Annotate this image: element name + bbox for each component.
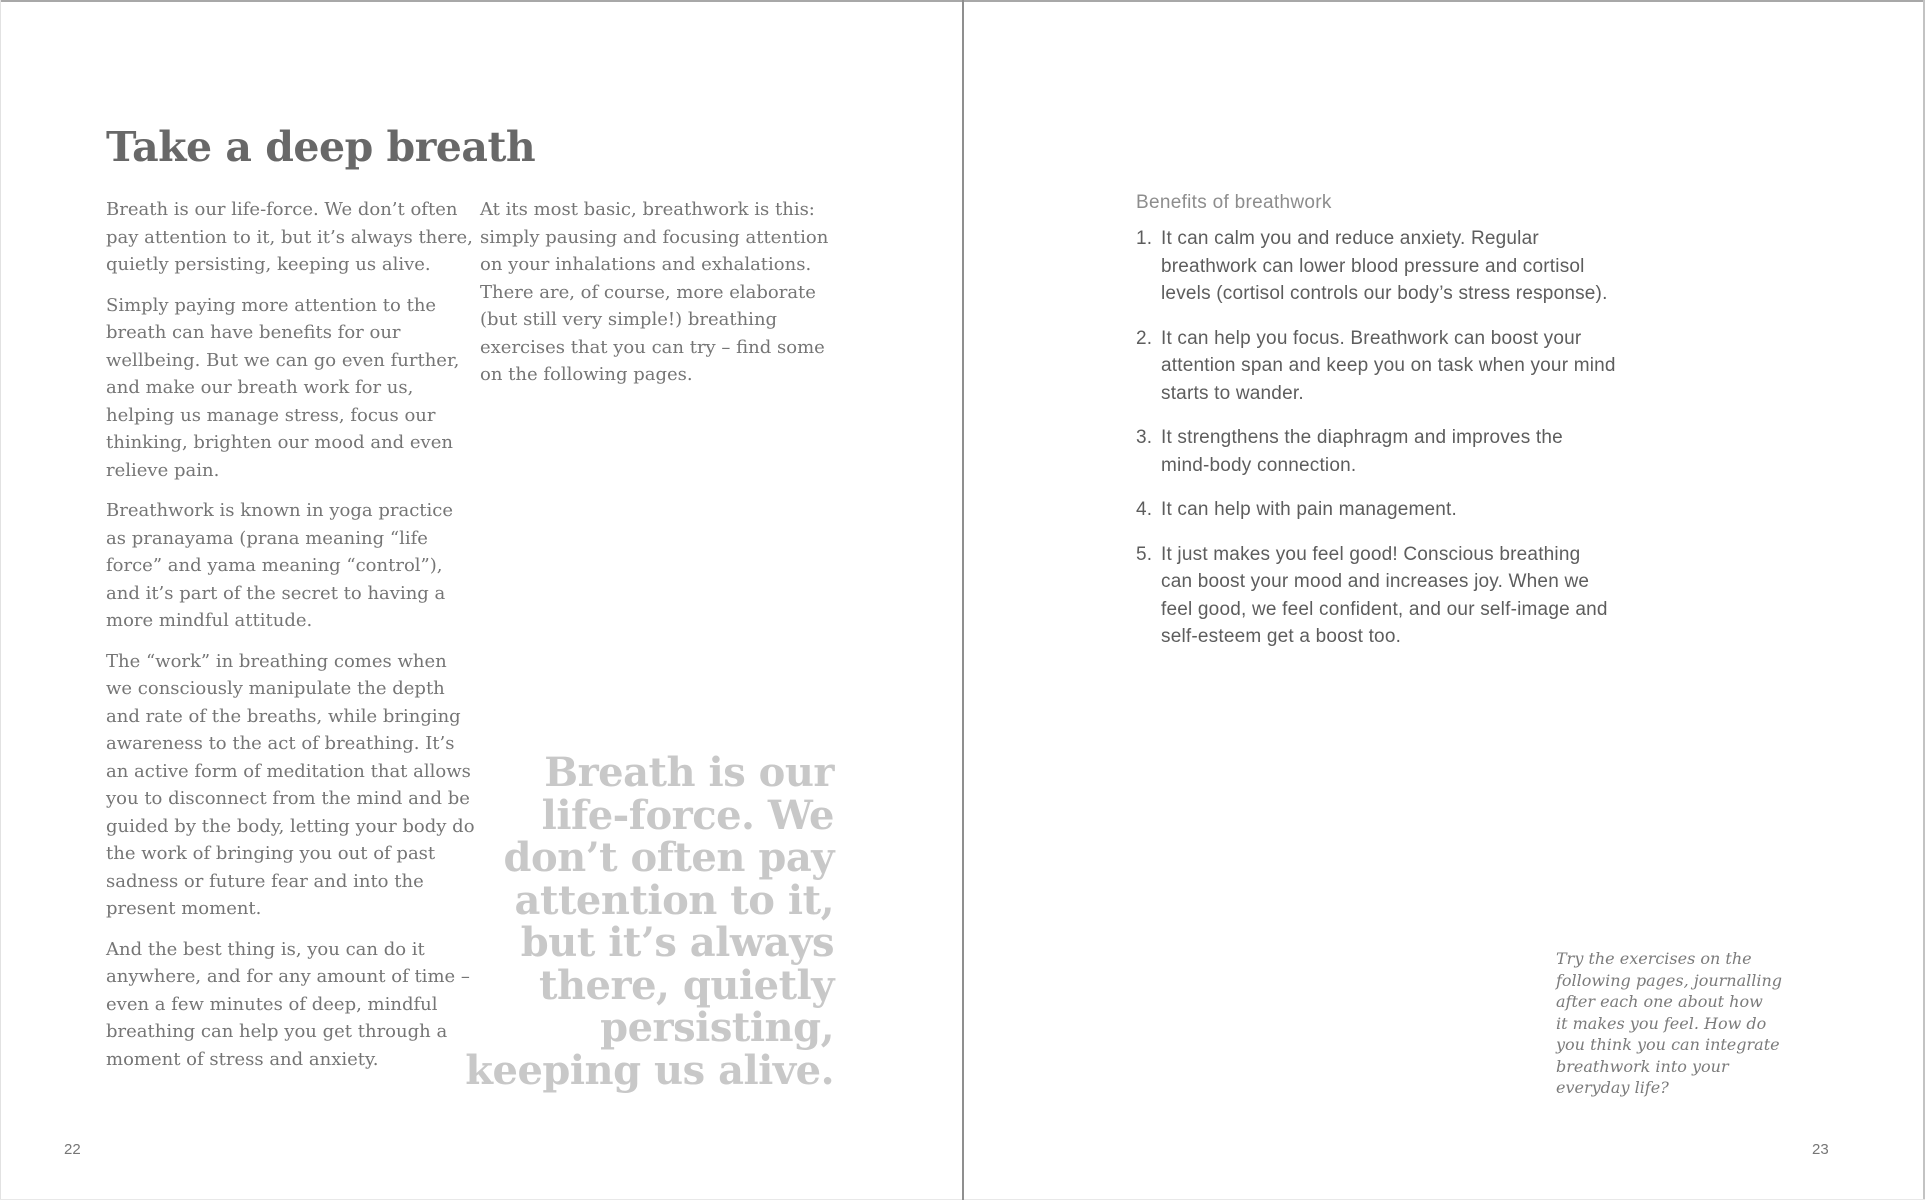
benefit-item-text: It just makes you feel good! Conscious breathing can boost your mood and increases joy. When we feel good, we feel confident, and our self-image and self-esteem get a boost too. xyxy=(1161,543,1608,647)
benefit-item-text: It can calm you and reduce anxiety. Regular breathwork can lower blood pressure and cortisol levels (cortisol controls our body’s stress response). xyxy=(1161,228,1608,304)
benefit-item-number: 4. xyxy=(1136,499,1153,520)
benefit-item-text: It can help with pain management. xyxy=(1161,499,1457,520)
spread-left-edge xyxy=(0,0,1,1200)
benefit-item-number: 3. xyxy=(1136,427,1153,448)
benefit-list-item xyxy=(1136,496,1616,524)
benefit-item-text: It can help you focus. Breathwork can boost your attention span and keep you on task when your mind starts to wander. xyxy=(1161,327,1616,404)
body-paragraph: Simply paying more attention to the breath can have benefits for our wellbeing. But we can go even further, and make our breath work for us, helping us manage stress, focus our thinking, brighten our mood and even relieve pain. xyxy=(106,294,460,481)
body-paragraph: At its most basic, breathwork is this: simply pausing and focusing attention on your inhalations and exhalations. There are, of course, more elaborate (but still very simple!) breathing exercises that you can try – find some on the following pages. xyxy=(480,199,829,385)
benefit-list-item xyxy=(1136,424,1616,479)
benefit-list-item xyxy=(1136,541,1616,651)
body-paragraph: The “work” in breathing comes when we consciously manipulate the depth and rate of the breaths, while bringing awareness to the act of breathing. It’s an active form of meditation that allows you to disconnect from the mind and be guided by the body, letting your body do the work of bringing you out of past sadness or future fear and into the present moment. xyxy=(106,650,475,919)
left-page-column-2 xyxy=(480,196,852,402)
benefit-list-item xyxy=(1136,325,1616,408)
body-paragraph: And the best thing is, you can do it anywhere, and for any amount of time – even a few minutes of deep, mindful breathing can help you get through a moment of stress and anxiety. xyxy=(106,938,470,1070)
page-gutter-divider xyxy=(962,0,964,1200)
page-title: Take a deep breath xyxy=(106,123,536,172)
journal-note: Try the exercises on the following pages, journalling after each one about how it makes you feel. How do you think you can integrate breathwork into your everyday life? xyxy=(1556,949,1783,1097)
body-paragraph: Breathwork is known in yoga practice as pranayama (prana meaning “life force” and yama meaning “control”), and it’s part of the secret to having a more mindful attitude. xyxy=(106,500,454,631)
benefits-section xyxy=(1136,192,1616,668)
benefits-list xyxy=(1136,225,1616,651)
body-paragraph: Breath is our life-force. We don’t often pay attention to it, but it’s always there, quietly persisting, keeping us alive. xyxy=(106,199,473,275)
benefit-item-number: 2. xyxy=(1136,327,1153,349)
benefit-item-number: 1. xyxy=(1136,228,1153,249)
benefits-heading: Benefits of breathwork xyxy=(1136,192,1332,213)
page-number-left: 22 xyxy=(64,1141,81,1158)
benefit-list-item xyxy=(1136,225,1616,308)
benefit-item-number: 5. xyxy=(1136,543,1153,565)
benefit-item-text: It strengthens the diaphragm and improves the mind-body connection. xyxy=(1161,427,1563,476)
page-number-right: 23 xyxy=(1812,1141,1829,1158)
pull-quote: Breath is our life-force. We don’t often pay attention to it, but it’s always there, quietly persisting, keeping us alive. xyxy=(465,749,834,1094)
